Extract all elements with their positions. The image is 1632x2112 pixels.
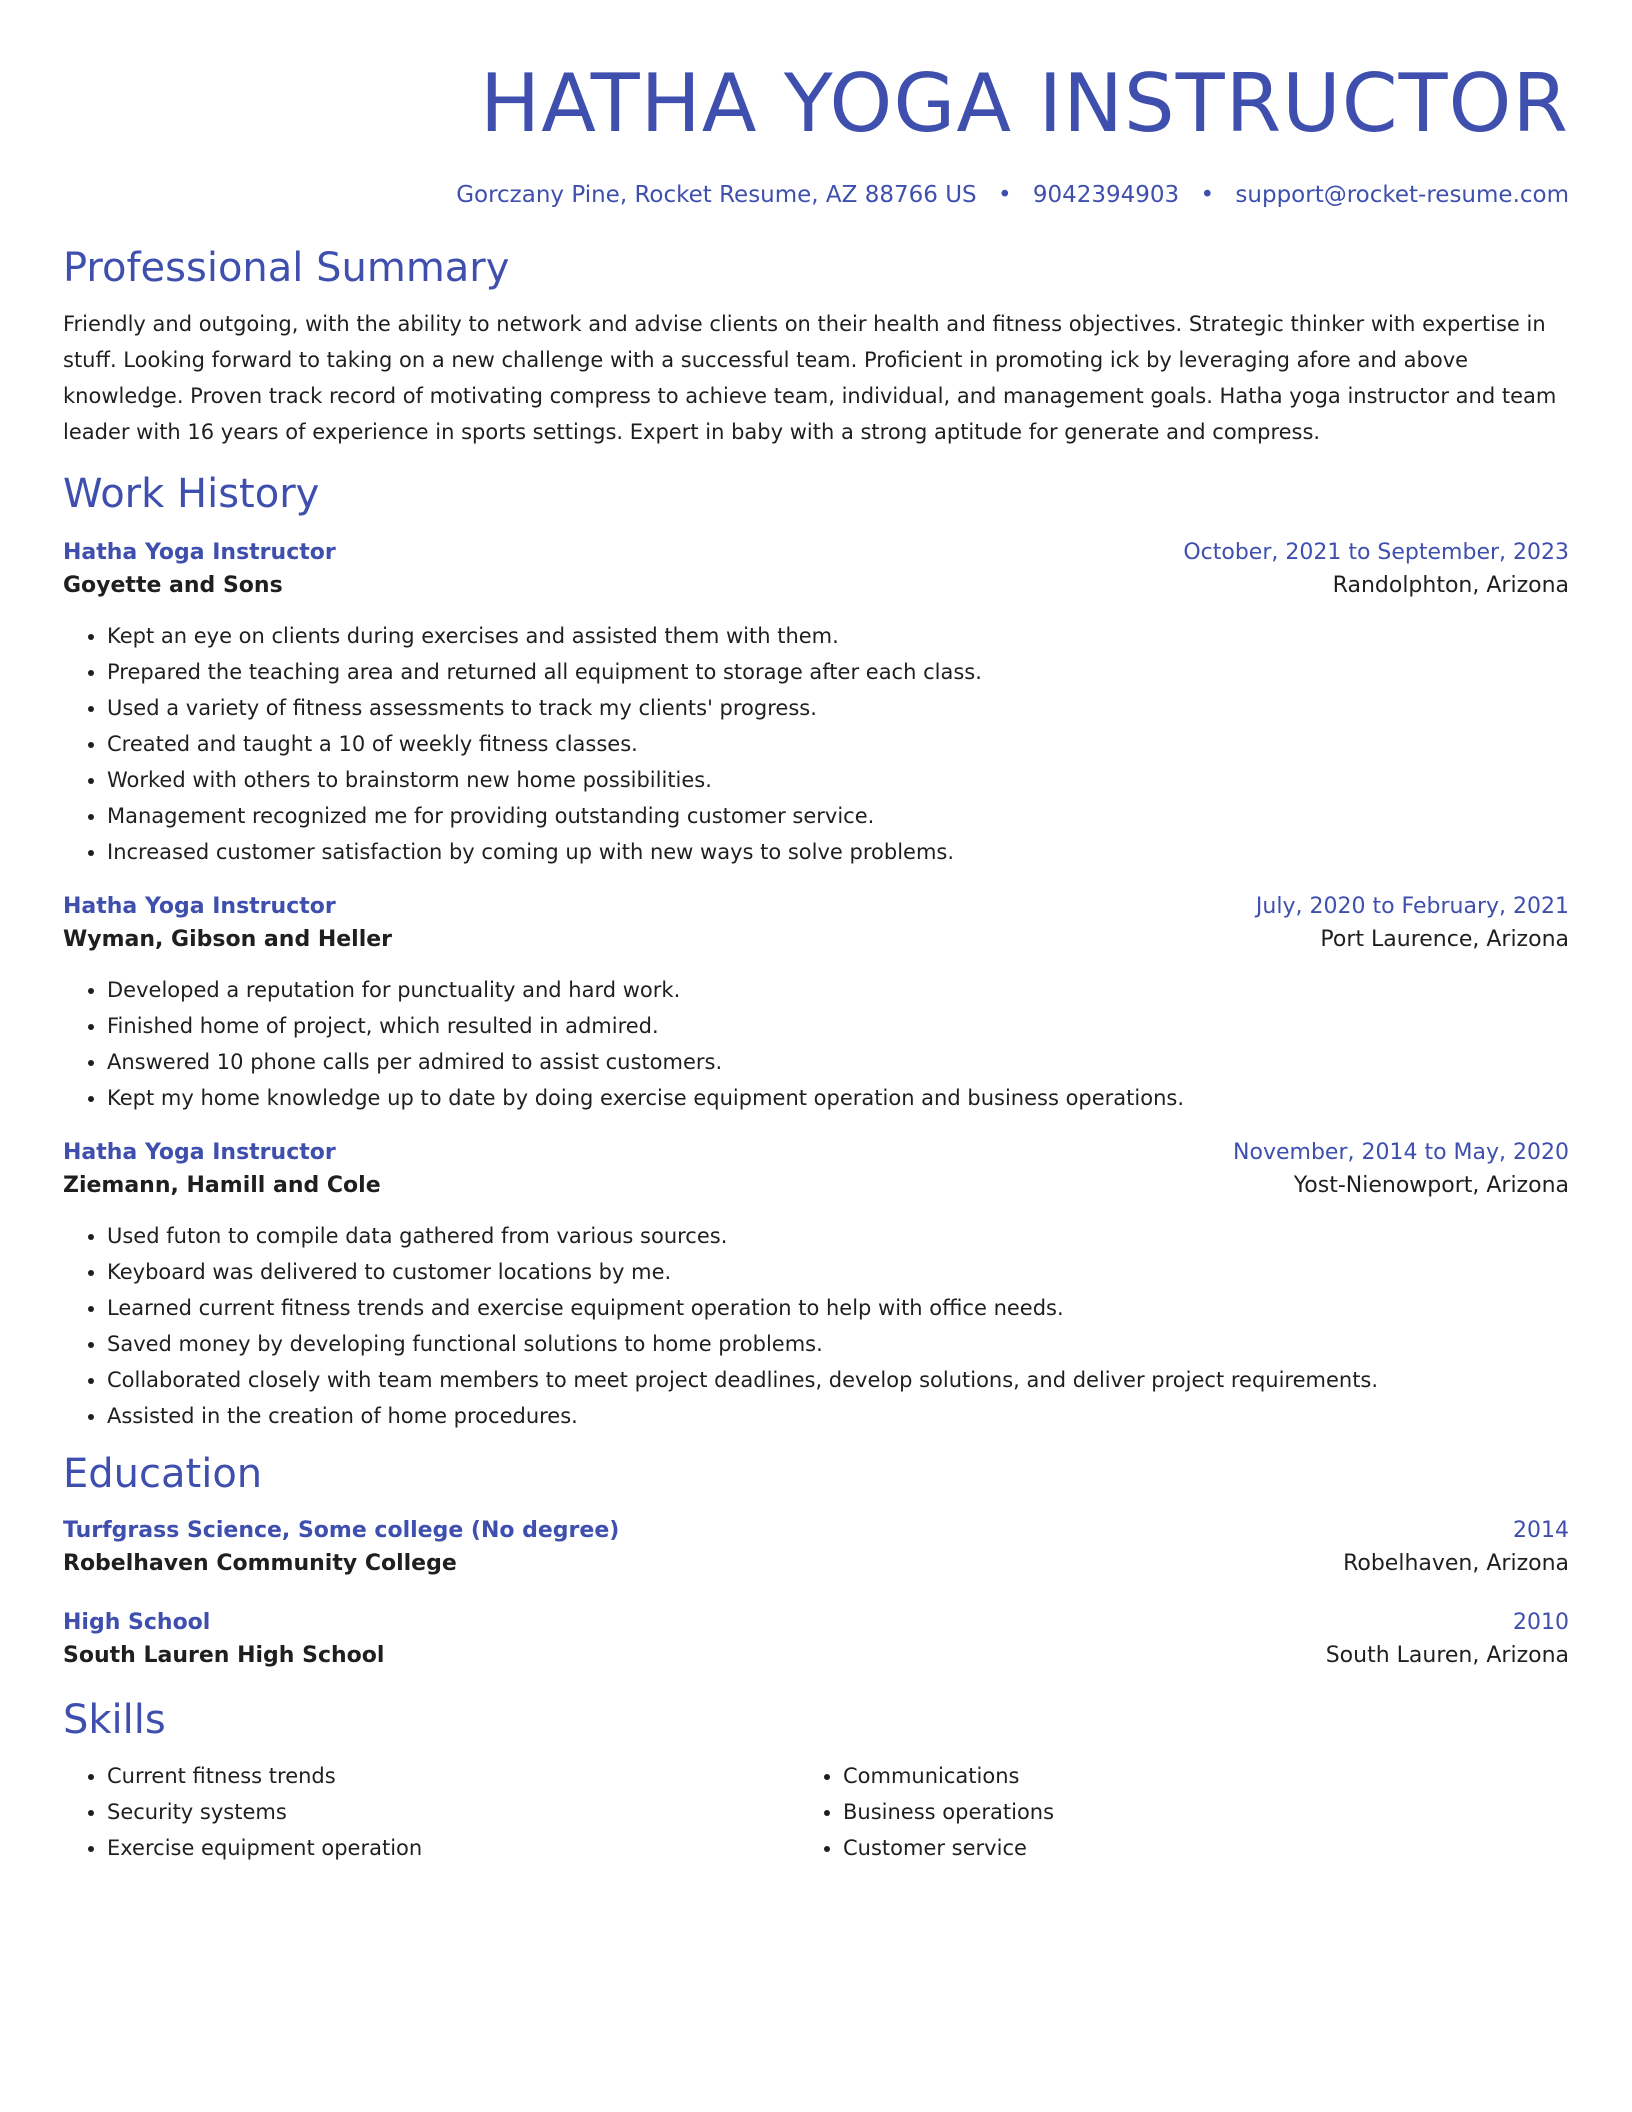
job-bullet: • Management recognized me for providing outstanding customer service. [107, 798, 1569, 834]
job-bullet: • Saved money by developing functional solutions to home problems. [107, 1326, 1569, 1362]
job-dates: November, 2014 to May, 2020 [1233, 1140, 1569, 1165]
job-location: Yost-Nienowport, Arizona [1293, 1173, 1569, 1198]
job-bullet: • Used futon to compile data gathered from various sources. [107, 1218, 1569, 1254]
job-location: Randolphton, Arizona [1332, 573, 1569, 598]
section-title-skills: Skills [63, 1697, 166, 1743]
job-bullet: • Used a variety of fitness assessments to track my clients' progress. [107, 690, 1569, 726]
section-title-work-history: Work History [63, 471, 320, 517]
education-year: 2014 [1513, 1518, 1569, 1543]
skill-item: • Customer service [843, 1830, 1535, 1866]
education-year: 2010 [1513, 1610, 1569, 1635]
job-bullet: • Worked with others to brainstorm new home possibilities. [107, 762, 1569, 798]
job-bullet: • Increased customer satisfaction by coming up with new ways to solve problems. [107, 834, 1569, 870]
job-entry [63, 538, 1569, 870]
education-entry [63, 1608, 1569, 1674]
resume-header [63, 56, 1569, 210]
education-location: Robelhaven, Arizona [1343, 1551, 1569, 1576]
job-dates: July, 2020 to February, 2021 [1255, 894, 1569, 919]
education-degree: High School [63, 1610, 211, 1635]
education-entry [63, 1516, 1569, 1582]
skill-item: • Current fitness trends [107, 1758, 799, 1794]
job-bullet: • Learned current fitness trends and exercise equipment operation to help with office needs. [107, 1290, 1569, 1326]
job-bullet: • Answered 10 phone calls per admired to assist customers. [107, 1044, 1569, 1080]
contact-line [63, 180, 1569, 210]
education-location: South Lauren, Arizona [1325, 1643, 1569, 1668]
job-company: Wyman, Gibson and Heller [63, 927, 393, 952]
job-entry [63, 1138, 1569, 1434]
contact-phone: 9042394903 [1032, 182, 1180, 208]
job-location: Port Laurence, Arizona [1320, 927, 1569, 952]
job-bullet: • Developed a reputation for punctuality and hard work. [107, 972, 1569, 1008]
job-bullets [63, 618, 1569, 870]
contact-separator: • [1200, 182, 1215, 208]
contact-address: Gorczany Pine, Rocket Resume, AZ 88766 US [456, 182, 977, 208]
job-bullet: • Kept my home knowledge up to date by doing exercise equipment operation and business operations. [107, 1080, 1569, 1116]
skills-column-right [799, 1758, 1535, 1866]
section-title-summary: Professional Summary [63, 245, 510, 291]
job-bullets [63, 972, 1569, 1116]
job-company: Ziemann, Hamill and Cole [63, 1173, 381, 1198]
skill-item: • Security systems [107, 1794, 799, 1830]
job-bullet: • Kept an eye on clients during exercises and assisted them with them. [107, 618, 1569, 654]
job-bullet: • Created and taught a 10 of weekly fitness classes. [107, 726, 1569, 762]
job-bullet: • Finished home of project, which resulted in admired. [107, 1008, 1569, 1044]
summary-text: Friendly and outgoing, with the ability to network and advise clients on their health and fitness objectives. Strategic thinker with expertise in stuff. Looking forward to taking on a new challenge with a successful team. Proficient in promoting ick by leveraging afore and above knowledge. Proven track record of motivating compress to achieve team, individual, and management goals. Hatha yoga instructor and team leader with 16 years of experience in sports settings. Expert in baby with a strong aptitude for generate and compress. [63, 312, 1557, 444]
job-bullet: • Prepared the teaching area and returned all equipment to storage after each class. [107, 654, 1569, 690]
job-bullet: • Keyboard was delivered to customer locations by me. [107, 1254, 1569, 1290]
section-title-education: Education [63, 1451, 263, 1497]
contact-separator: • [997, 182, 1012, 208]
contact-email: support@rocket-resume.com [1235, 182, 1569, 208]
job-entry [63, 892, 1569, 1116]
job-role: Hatha Yoga Instructor [63, 540, 336, 565]
skill-item: • Business operations [843, 1794, 1535, 1830]
skill-item: • Communications [843, 1758, 1535, 1794]
job-bullets [63, 1218, 1569, 1434]
candidate-name: HATHA YOGA INSTRUCTOR [480, 57, 1569, 150]
skill-item: • Exercise equipment operation [107, 1830, 799, 1866]
skills-column-left [63, 1758, 799, 1866]
job-bullet: • Collaborated closely with team members to meet project deadlines, develop solutions, and deliver project requirements. [107, 1362, 1569, 1398]
job-bullet: • Assisted in the creation of home procedures. [107, 1398, 1569, 1434]
education-school: South Lauren High School [63, 1643, 385, 1668]
job-role: Hatha Yoga Instructor [63, 894, 336, 919]
job-company: Goyette and Sons [63, 573, 283, 598]
job-dates: October, 2021 to September, 2023 [1183, 540, 1569, 565]
education-school: Robelhaven Community College [63, 1551, 457, 1576]
job-role: Hatha Yoga Instructor [63, 1140, 336, 1165]
skills-list [63, 1758, 1569, 1866]
education-degree: Turfgrass Science, Some college (No degree) [63, 1518, 620, 1543]
